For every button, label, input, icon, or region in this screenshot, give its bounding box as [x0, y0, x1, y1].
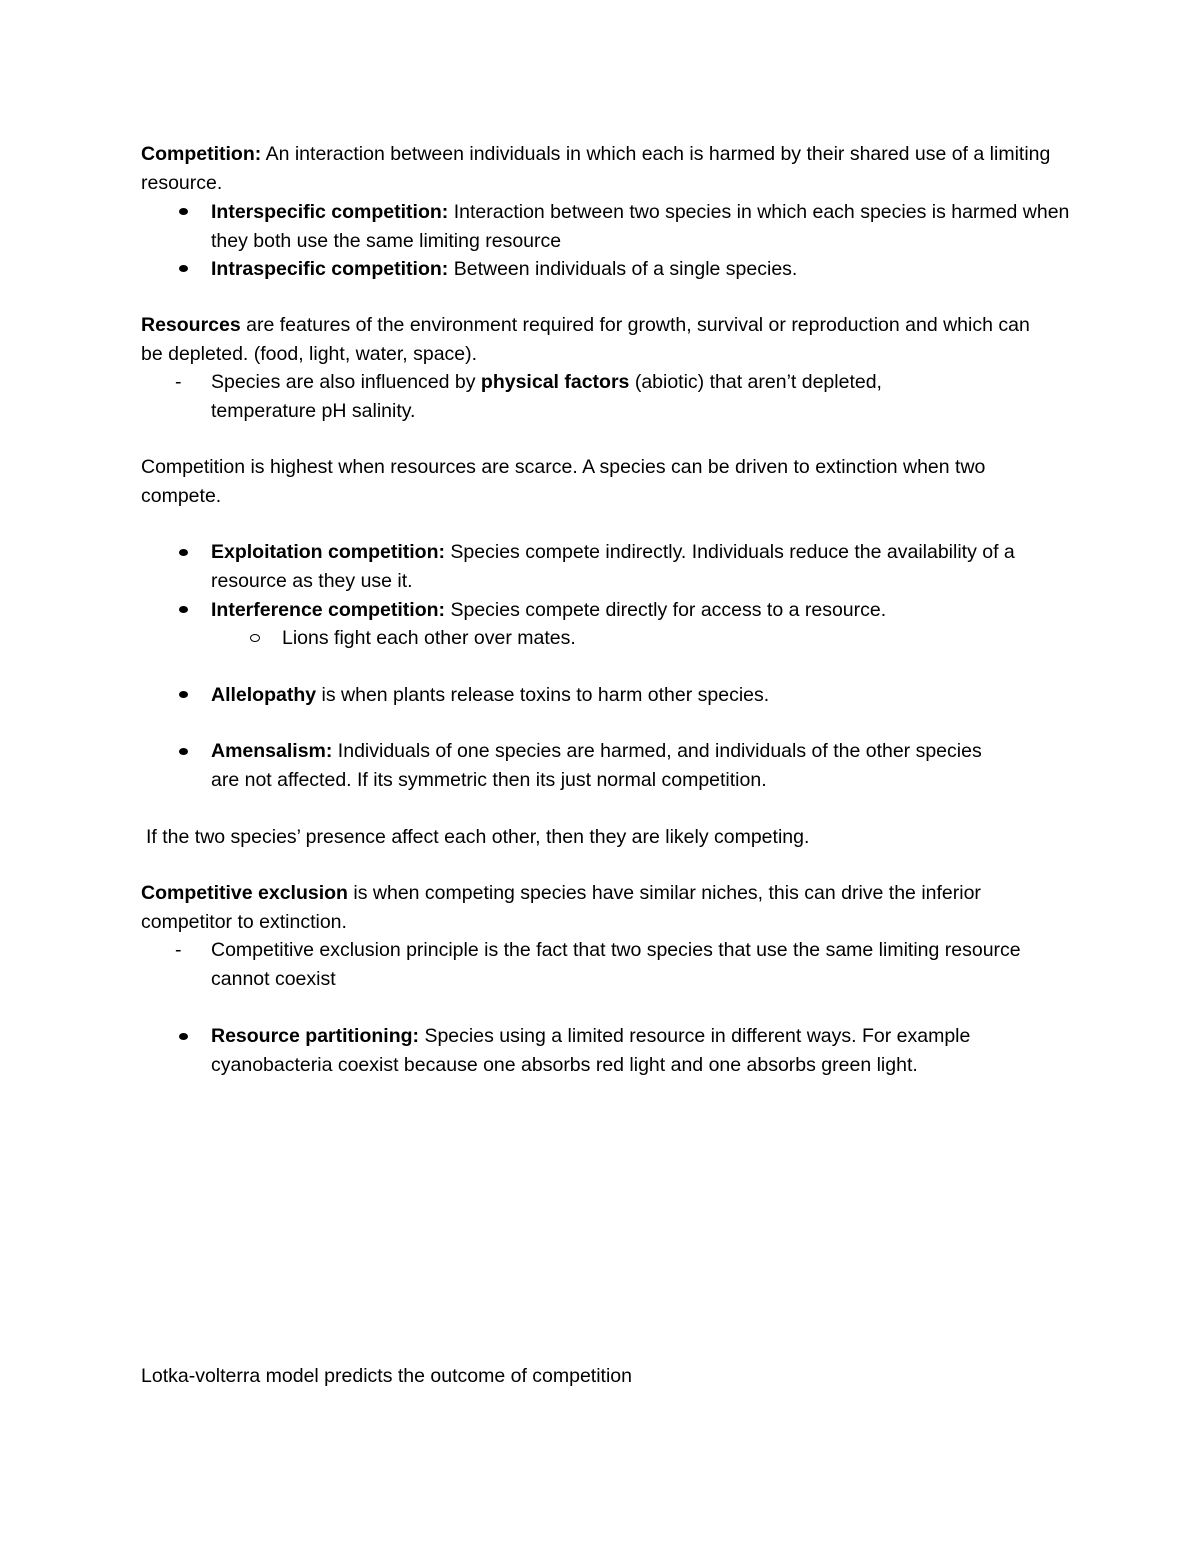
interference-term: Interference competition: [211, 599, 446, 621]
bullet-icon [179, 691, 188, 698]
competition-highest-paragraph: Competition is highest when resources are scarce. A species can be driven to extinction when two compete. [141, 456, 986, 507]
dash-marker: - [175, 371, 182, 393]
exploitation-term: Exploitation competition: [211, 541, 445, 563]
allelopathy-term: Allelopathy [211, 684, 317, 706]
interspecific-term: Interspecific competition: [211, 201, 449, 223]
bullet-icon [179, 549, 188, 556]
exploitation-item [211, 538, 1071, 595]
bullet-icon [179, 606, 188, 613]
resources-term: Resources [141, 314, 241, 336]
bullet-icon [179, 265, 188, 272]
competitive-exclusion-term: Competitive exclusion [141, 882, 348, 904]
interspecific-text: Interaction between two species in which each species is harmed when they both use the same limiting resource [211, 201, 1070, 252]
resource-partitioning-text: Species using a limited resource in different ways. For example cyanobacteria coexist because one absorbs red light and one absorbs green light. [211, 1025, 971, 1076]
physical-factors-after: (abiotic) that aren’t depleted, temperature pH salinity. [211, 371, 882, 422]
circle-bullet-icon [250, 634, 260, 642]
physical-factors-term: physical factors [480, 371, 630, 393]
allelopathy-text: is when plants release toxins to harm other species. [316, 684, 770, 706]
exploitation-text: Species compete indirectly. Individuals reduce the availability of a resource as they use it. [211, 541, 1015, 592]
competition-term: Competition: [141, 143, 262, 165]
lotka-volterra-paragraph: Lotka-volterra model predicts the outcome of competition [141, 1365, 632, 1387]
resource-partitioning-term: Resource partitioning: [211, 1025, 420, 1047]
exclusion-principle-item: Competitive exclusion principle is the fact that two species that use the same limiting resource cannot coexist [211, 939, 1021, 990]
physical-factors-before: Species are also influenced by [211, 371, 481, 393]
interference-item [211, 596, 1071, 625]
amensalism-text: Individuals of one species are harmed, and individuals of the other species are not affected. If its symmetric then its just normal competition. [211, 740, 982, 791]
competition-definition: An interaction between individuals in which each is harmed by their shared use of a limiting resource. [141, 143, 1051, 194]
bullet-icon [179, 748, 188, 755]
physical-factors-item [211, 368, 991, 425]
competition-paragraph [141, 140, 1066, 197]
amensalism-term: Amensalism: [211, 740, 333, 762]
intraspecific-term: Intraspecific competition: [211, 258, 449, 280]
intraspecific-text: Between individuals of a single species. [448, 258, 798, 280]
resources-definition: are features of the environment required for growth, survival or reproduction and which can be depleted. (food, light, water, space). [141, 314, 1030, 365]
interference-text: Species compete directly for access to a resource. [445, 599, 887, 621]
resources-paragraph [141, 311, 1036, 368]
dash-marker: - [175, 939, 182, 961]
bullet-icon [179, 208, 188, 215]
presence-note-paragraph: If the two species’ presence affect each other, then they are likely competing. [146, 826, 810, 848]
competitive-exclusion-definition: is when competing species have similar niches, this can drive the inferior competitor to extinction. [141, 882, 981, 933]
interspecific-item [211, 198, 1071, 255]
allelopathy-item [211, 681, 1071, 710]
amensalism-item [211, 737, 1011, 794]
intraspecific-item [211, 255, 1071, 284]
competitive-exclusion-paragraph [141, 879, 1011, 936]
resource-partitioning-item [211, 1022, 1061, 1079]
lions-subitem: Lions fight each other over mates. [282, 627, 576, 649]
bullet-icon [179, 1033, 188, 1040]
